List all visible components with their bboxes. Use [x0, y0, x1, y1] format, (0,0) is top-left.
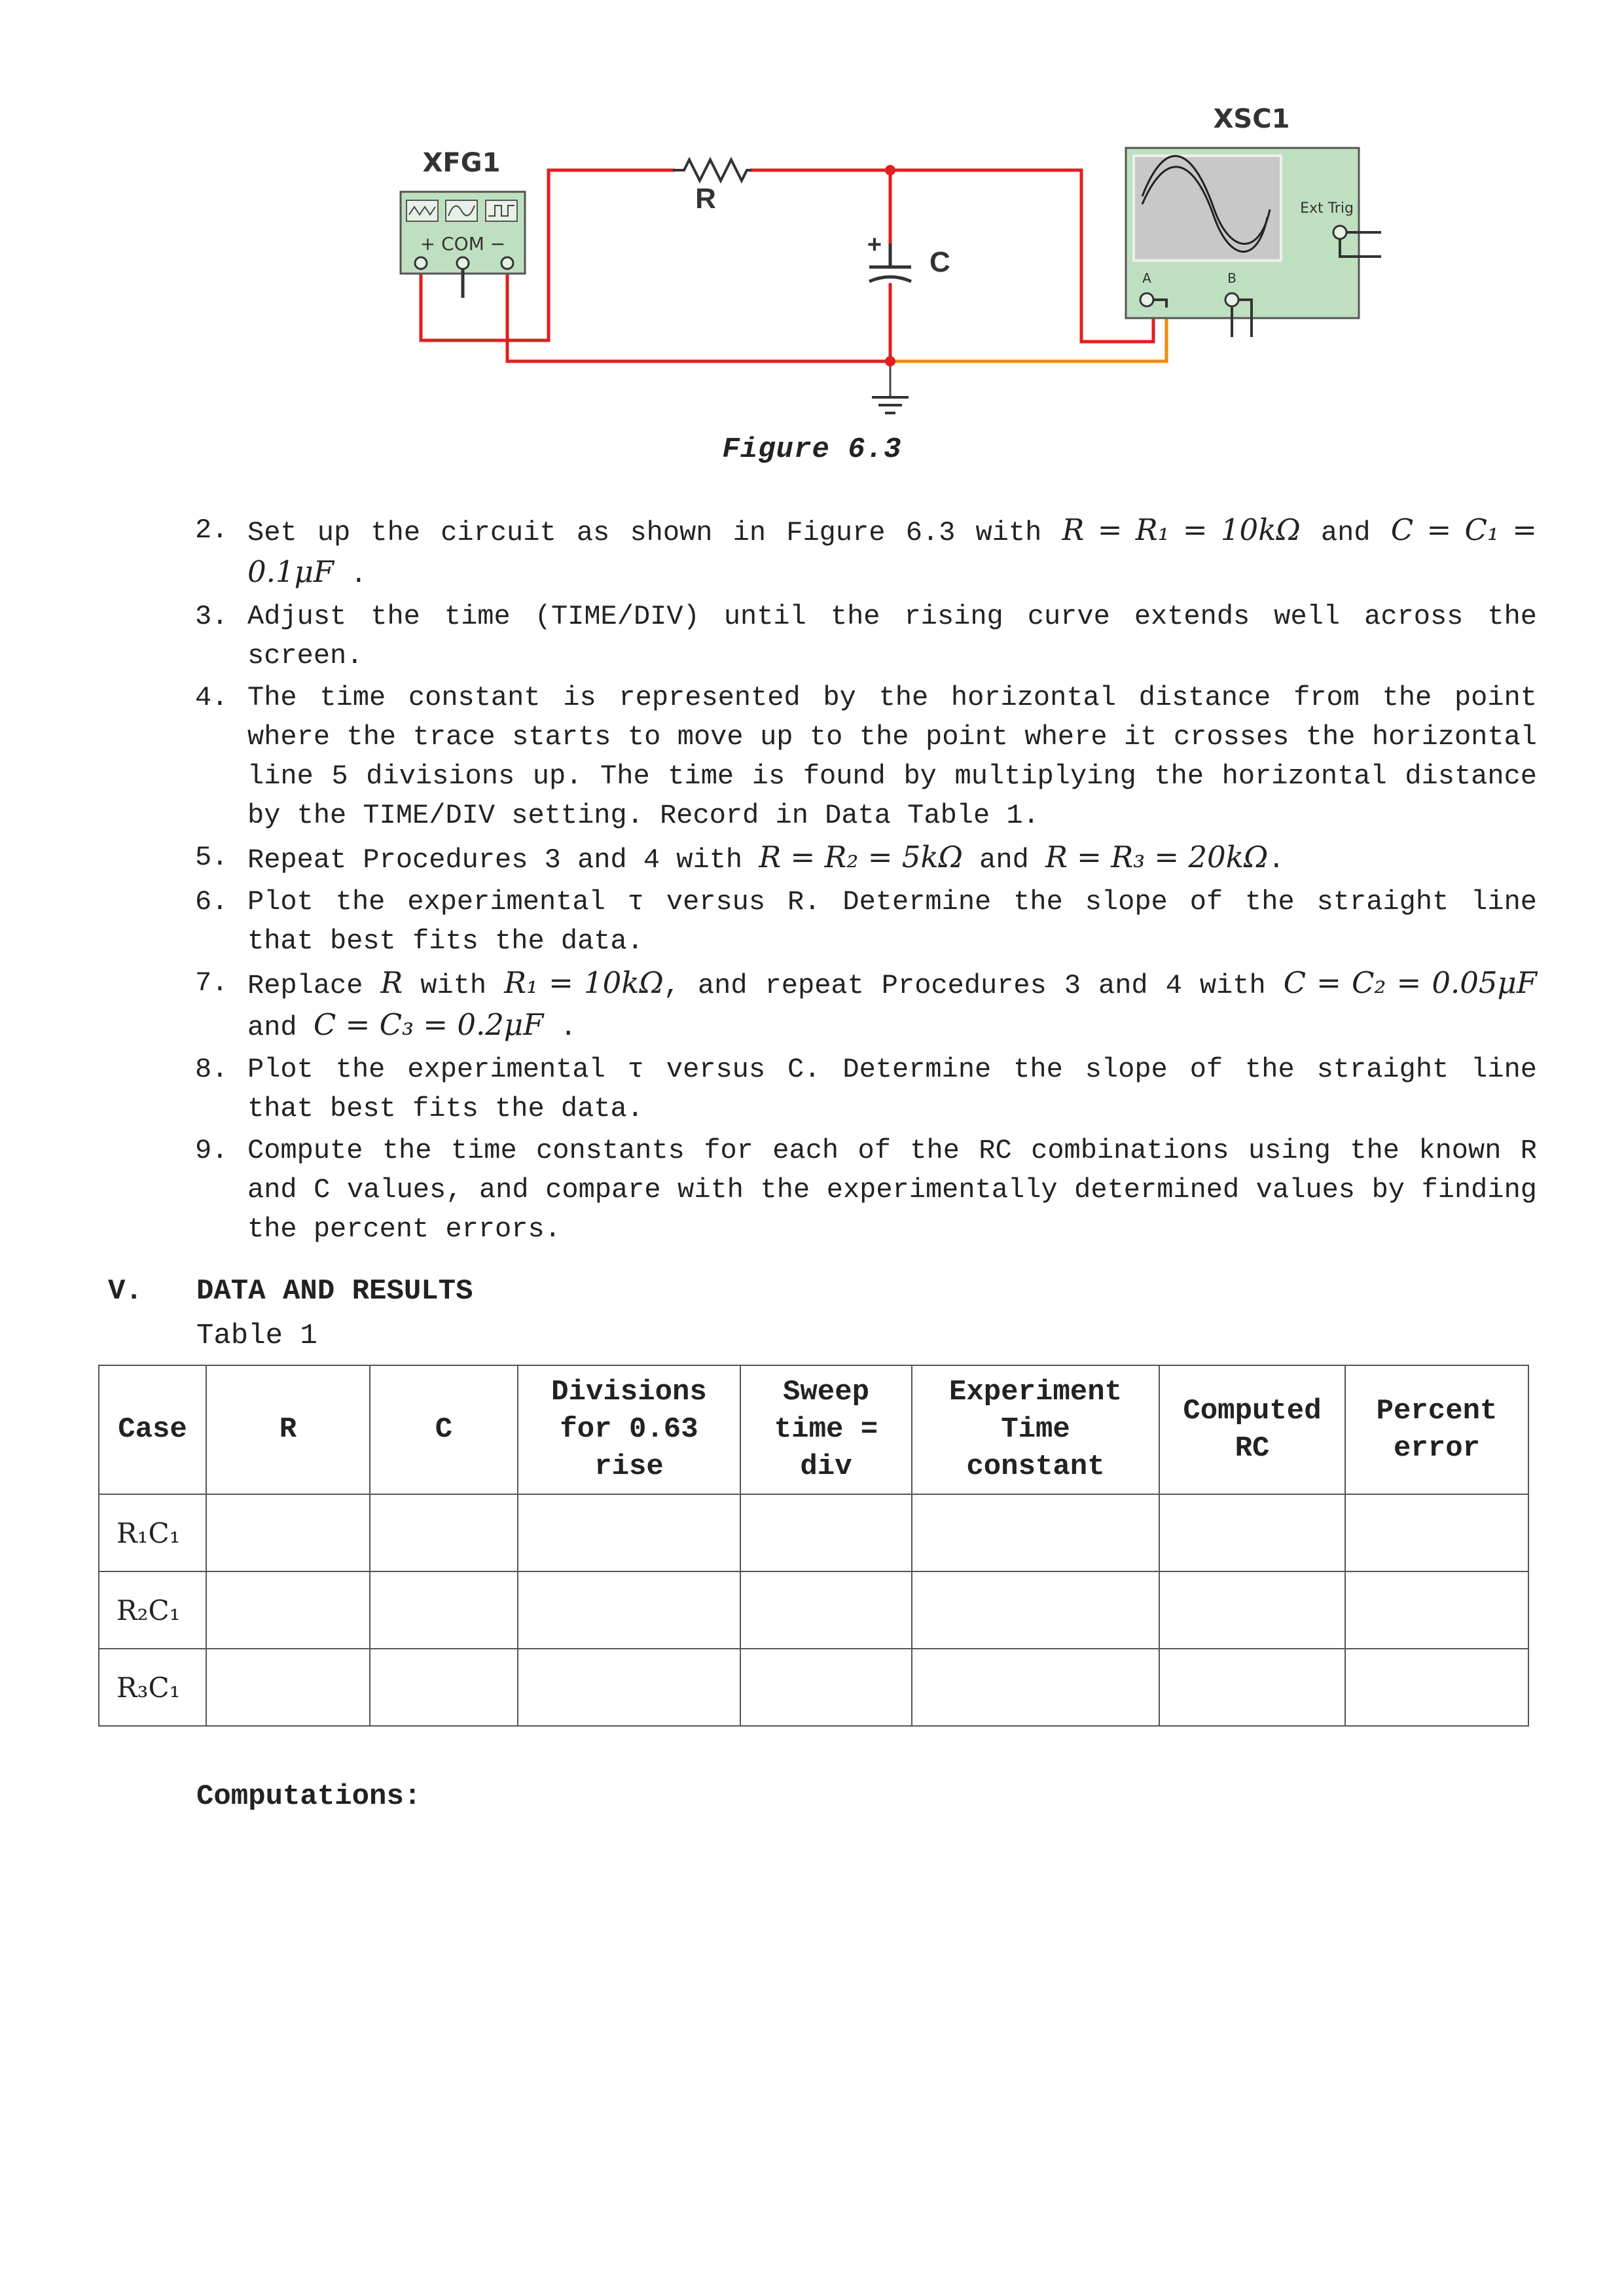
- step-number: 3.: [195, 601, 228, 632]
- math-expression: R = R₂ = 5kΩ: [759, 840, 963, 874]
- data-table: [98, 1365, 1529, 1727]
- ground-symbol: [872, 397, 909, 413]
- oscilloscope-screen: [1134, 156, 1281, 260]
- junction-dot-bottom: [885, 356, 895, 367]
- junction-dot-top: [885, 165, 895, 175]
- header-line: R: [279, 1413, 297, 1446]
- math-expression: C = C₁ = 0.1μF: [247, 512, 1537, 589]
- step-number: 6.: [195, 886, 228, 918]
- capacitor-label: C: [929, 246, 950, 278]
- math-expression: R: [380, 965, 403, 1000]
- procedure-step: [195, 678, 1537, 835]
- header-line: constant: [966, 1450, 1105, 1483]
- table-cell[interactable]: [912, 1649, 1159, 1726]
- procedure-step: [195, 597, 1537, 675]
- table-header-row: [99, 1365, 1528, 1494]
- procedure-step: [195, 838, 1537, 880]
- step-text: Adjust the time (TIME/DIV) until the rising curve extends well across the screen.: [247, 601, 1537, 672]
- procedure-step: [195, 1050, 1537, 1128]
- header-line: error: [1393, 1431, 1481, 1465]
- header-line: div: [800, 1450, 852, 1483]
- step-text: Plot the experimental τ versus R. Determine the slope of the straight line that best fits the data.: [247, 886, 1537, 957]
- step-number: 5.: [195, 842, 228, 873]
- wire-r-to-scope: [751, 170, 1153, 342]
- step-number: 7.: [195, 967, 228, 999]
- table-cell[interactable]: [518, 1494, 740, 1571]
- step-number: 4.: [195, 682, 228, 713]
- header-computed-rc: [1159, 1365, 1345, 1494]
- oscilloscope: [1126, 148, 1381, 337]
- step-text: Repeat Procedures 3 and 4 with: [247, 844, 759, 876]
- header-case: [99, 1365, 206, 1494]
- header-line: C: [435, 1413, 453, 1446]
- table-cell[interactable]: [206, 1494, 370, 1571]
- table-row: [99, 1571, 1528, 1649]
- table-label: Table 1: [196, 1319, 317, 1352]
- table-cell[interactable]: [206, 1571, 370, 1649]
- step-text: .: [1268, 844, 1285, 876]
- table-cell[interactable]: [740, 1494, 912, 1571]
- case-cell: R₃C₁: [99, 1649, 206, 1726]
- header-line: Experiment: [948, 1376, 1123, 1408]
- step-number: 2.: [195, 514, 228, 546]
- table-cell[interactable]: [1345, 1571, 1528, 1649]
- step-text: and: [1300, 517, 1391, 548]
- procedure-step: [195, 1131, 1537, 1249]
- header-line: Sweep: [782, 1376, 870, 1408]
- header-line: Divisions: [551, 1376, 707, 1408]
- header-divisions: [518, 1365, 740, 1494]
- header-line: Time: [1001, 1413, 1070, 1446]
- table-cell[interactable]: [1345, 1649, 1528, 1726]
- header-line: RC: [1235, 1431, 1270, 1465]
- header-percent-error: [1345, 1365, 1528, 1494]
- step-text: Plot the experimental τ versus C. Determine the slope of the straight line that best fits the data.: [247, 1054, 1537, 1124]
- step-text: Set up the circuit as shown in Figure 6.3 with: [247, 517, 1062, 548]
- header-line: time =: [774, 1413, 878, 1446]
- step-text: and: [962, 844, 1045, 876]
- table-cell[interactable]: [1345, 1494, 1528, 1571]
- header-sweep-time: [740, 1365, 912, 1494]
- table-cell[interactable]: [1159, 1571, 1345, 1649]
- figure-caption: Figure 6.3: [722, 433, 902, 466]
- step-text: and: [247, 1012, 314, 1043]
- math-expression: R = R₃ = 20kΩ: [1045, 840, 1269, 874]
- table-row: [99, 1494, 1528, 1571]
- header-r: [206, 1365, 370, 1494]
- step-text: , and repeat Procedures 3 and 4 with: [663, 970, 1284, 1001]
- procedure-step: [195, 963, 1537, 1047]
- header-experiment-time-constant: [912, 1365, 1159, 1494]
- section-title: DATA AND RESULTS: [196, 1275, 473, 1308]
- oscilloscope-label: XSC1: [1213, 104, 1290, 134]
- procedure-list: [195, 511, 1537, 1251]
- step-text: Replace: [247, 970, 381, 1001]
- resistor-label: R: [695, 183, 716, 215]
- table-cell[interactable]: [370, 1494, 518, 1571]
- step-text: .: [543, 1012, 577, 1043]
- case-cell: R₁C₁: [99, 1494, 206, 1571]
- circuit-wires: [421, 170, 1166, 396]
- table-cell[interactable]: [518, 1571, 740, 1649]
- table-cell[interactable]: [370, 1571, 518, 1649]
- header-line: for 0.63: [560, 1413, 698, 1446]
- table-cell[interactable]: [370, 1649, 518, 1726]
- header-c: [370, 1365, 518, 1494]
- resistor-symbol: [673, 160, 751, 181]
- step-number: 8.: [195, 1054, 228, 1085]
- table-cell[interactable]: [206, 1649, 370, 1726]
- step-number: 9.: [195, 1135, 228, 1166]
- procedure-step: [195, 882, 1537, 961]
- function-generator-label: XFG1: [422, 148, 501, 178]
- math-expression: R₁ = 10kΩ: [504, 965, 664, 1000]
- header-line: rise: [594, 1450, 664, 1483]
- step-text: Compute the time constants for each of the RC combinations using the known R and C values, and compare with the experimentally determined values by finding the percent errors.: [247, 1135, 1537, 1245]
- step-text: with: [403, 970, 505, 1001]
- rc-circuit-diagram: [367, 92, 1401, 465]
- channel-b-label: B: [1227, 270, 1236, 286]
- header-line: Computed: [1183, 1394, 1322, 1427]
- table-cell[interactable]: [912, 1494, 1159, 1571]
- function-generator-terminal-labels: + COM −: [420, 233, 506, 255]
- math-expression: R = R₁ = 10kΩ: [1062, 512, 1301, 547]
- capacitor-polarity: +: [867, 231, 882, 259]
- table-cell[interactable]: [740, 1571, 912, 1649]
- table-cell[interactable]: [518, 1649, 740, 1726]
- table-cell[interactable]: [1159, 1649, 1345, 1726]
- step-text: .: [334, 559, 367, 590]
- wire-fg-minus-ground: [507, 268, 890, 361]
- step-text: The time constant is represented by the horizontal distance from the point where the trace starts to move up to the point where it crosses the horizontal line 5 divisions up. The time is found by multiplying the horizontal distance by the TIME/DIV setting. Record in Data Table 1.: [247, 682, 1537, 831]
- section-number: V.: [108, 1275, 143, 1308]
- table-cell[interactable]: [740, 1649, 912, 1726]
- table-cell[interactable]: [912, 1571, 1159, 1649]
- math-expression: C = C₂ = 0.05μF: [1283, 965, 1537, 1000]
- case-cell: R₂C₁: [99, 1571, 206, 1649]
- channel-a-label: A: [1142, 270, 1151, 286]
- procedure-step: [195, 511, 1537, 594]
- header-line: Case: [118, 1413, 187, 1446]
- table-row: [99, 1649, 1528, 1726]
- computations-label: Computations:: [196, 1780, 422, 1813]
- math-expression: C = C₃ = 0.2μF: [313, 1007, 544, 1042]
- header-line: Percent: [1376, 1394, 1498, 1427]
- ext-trig-label: Ext Trig: [1300, 200, 1354, 217]
- table-cell[interactable]: [1159, 1494, 1345, 1571]
